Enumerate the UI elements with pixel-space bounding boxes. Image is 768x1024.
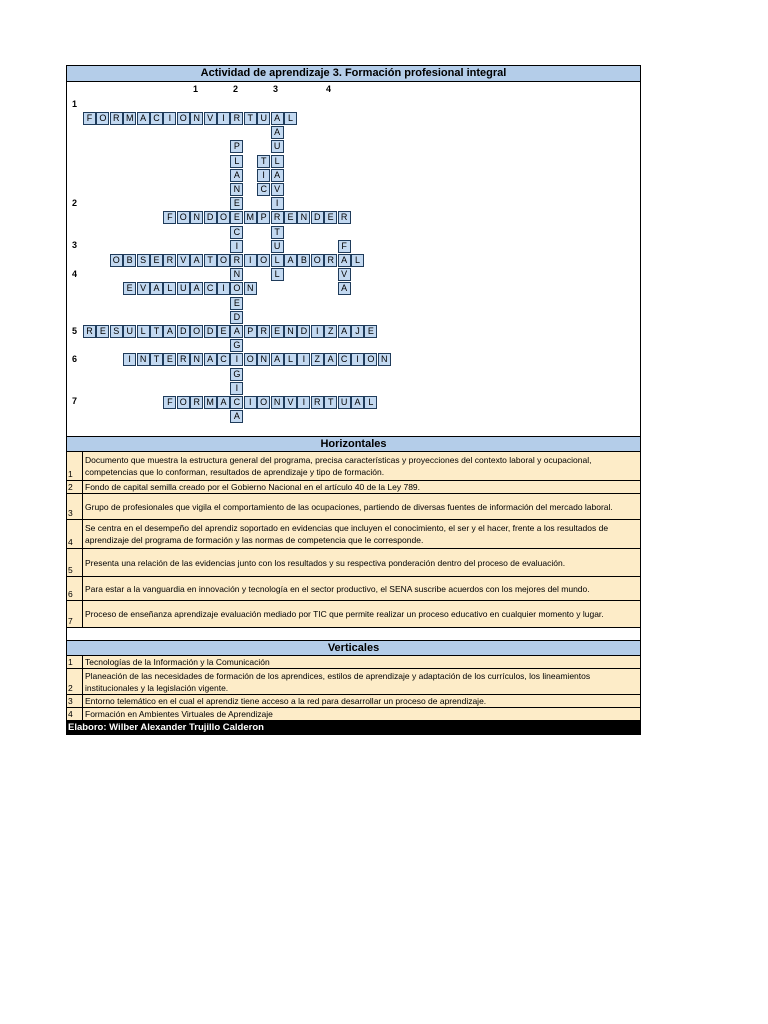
vertical-clue: 2 Planeación de las necesidades de formación de los aprendices, estilos de aprendizaje y adaptación de los currículos, los lineamientos institucionales y la legislación vigente. (66, 669, 641, 695)
crossword-cell: O (177, 112, 190, 125)
crossword-cell: N (378, 353, 391, 366)
crossword-cell: N (190, 112, 203, 125)
crossword-cell: V (338, 268, 351, 281)
horizontal-clue: 5 Presenta una relación de las evidencias junto con los resultados y su respectiva ponderación dentro del proceso de evaluación. (66, 549, 641, 577)
crossword-cell: I (257, 169, 270, 182)
crossword-cell: D (230, 311, 243, 324)
crossword-cell: V (177, 254, 190, 267)
crossword-cell: A (324, 353, 337, 366)
blank-row (66, 628, 641, 641)
crossword-cell: O (244, 353, 257, 366)
crossword-cell: I (123, 353, 136, 366)
crossword-cell: A (150, 282, 163, 295)
crossword-cell: A (271, 112, 284, 125)
crossword-cell: I (217, 112, 230, 125)
crossword-cell: E (150, 254, 163, 267)
crossword-cell: N (190, 211, 203, 224)
crossword-cell: A (230, 169, 243, 182)
crossword-cell: O (257, 396, 270, 409)
crossword-cell: A (271, 126, 284, 139)
crossword-cell: U (177, 282, 190, 295)
crossword-cell: S (110, 325, 123, 338)
crossword-cell: R (271, 211, 284, 224)
crossword-cell: A (230, 410, 243, 423)
crossword-cell: M (204, 396, 217, 409)
crossword-cell: A (338, 325, 351, 338)
column-number: 4 (326, 84, 332, 94)
crossword-cell: R (324, 254, 337, 267)
crossword-cell: N (230, 268, 243, 281)
crossword-cell: O (110, 254, 123, 267)
crossword-cell: I (351, 353, 364, 366)
crossword-cell: R (110, 112, 123, 125)
crossword-cell: I (297, 353, 310, 366)
crossword-cell: V (204, 112, 217, 125)
horizontales-header: Horizontales (66, 437, 641, 452)
crossword-cell: I (217, 282, 230, 295)
row-number: 5 (72, 326, 78, 336)
crossword-cell: R (177, 353, 190, 366)
crossword-cell: L (137, 325, 150, 338)
worksheet-title: Actividad de aprendizaje 3. Formación profesional integral (66, 65, 641, 82)
crossword-cell: T (150, 353, 163, 366)
crossword-cell: E (230, 197, 243, 210)
crossword-cell: B (123, 254, 136, 267)
crossword-cell: J (351, 325, 364, 338)
crossword-cell: I (230, 240, 243, 253)
crossword-cell: E (123, 282, 136, 295)
horizontal-clue: 2 Fondo de capital semilla creado por el Gobierno Nacional en el artículo 40 de la Ley 789. (66, 481, 641, 494)
crossword-cell: L (284, 353, 297, 366)
horizontal-clue: 7 Proceso de enseñanza aprendizaje evaluación mediado por TIC que permite realizar un proceso educativo en cualquier momento y lugar. (66, 601, 641, 628)
crossword-cell: M (244, 211, 257, 224)
crossword-cell: R (338, 211, 351, 224)
crossword-cell: U (271, 140, 284, 153)
crossword-cell: A (271, 169, 284, 182)
crossword-cell: V (137, 282, 150, 295)
crossword-cell: C (230, 226, 243, 239)
crossword-cell: A (217, 396, 230, 409)
vertical-clue: 4 Formación en Ambientes Virtuales de Aprendizaje (66, 708, 641, 721)
crossword-cell: A (284, 254, 297, 267)
crossword-cell: P (230, 140, 243, 153)
crossword-cell: O (230, 282, 243, 295)
crossword-cell: C (257, 183, 270, 196)
author-footer: Elaboro: Wilber Alexander Trujillo Calderon (66, 721, 641, 735)
crossword-cell: V (284, 396, 297, 409)
crossword-cell: D (177, 325, 190, 338)
crossword-cell: B (297, 254, 310, 267)
crossword-cell: O (190, 325, 203, 338)
crossword-cell: U (338, 396, 351, 409)
crossword-cell: A (271, 353, 284, 366)
crossword-cell: Z (324, 325, 337, 338)
crossword-cell: P (257, 211, 270, 224)
crossword-cell: A (351, 396, 364, 409)
horizontal-clue: 1 Documento que muestra la estructura general del programa, precisa características y proyecciones del contexto laboral y ocupacional, competencias que lo conforman, resultados de aprendizaje y tipo de formación. (66, 452, 641, 481)
crossword-cell: T (204, 254, 217, 267)
row-number: 2 (72, 198, 78, 208)
crossword-cell: L (271, 254, 284, 267)
crossword-cell: R (83, 325, 96, 338)
crossword-cell: I (163, 112, 176, 125)
crossword-cell: A (338, 282, 351, 295)
crossword-cell: A (190, 282, 203, 295)
crossword-cell: L (351, 254, 364, 267)
crossword-cell: T (324, 396, 337, 409)
crossword-cell: D (311, 211, 324, 224)
crossword-cell: E (364, 325, 377, 338)
crossword-cell: R (230, 112, 243, 125)
crossword-cell: N (284, 325, 297, 338)
crossword-cell: L (163, 282, 176, 295)
crossword-cell: R (230, 254, 243, 267)
crossword-cell: L (230, 155, 243, 168)
crossword-cell: I (271, 197, 284, 210)
crossword-cell: D (297, 325, 310, 338)
crossword-cell: F (163, 211, 176, 224)
crossword-cell: L (364, 396, 377, 409)
crossword-cell: N (230, 183, 243, 196)
crossword-cell: T (271, 226, 284, 239)
crossword-cell: L (284, 112, 297, 125)
vertical-clue: 3 Entorno telemático en el cual el aprendiz tiene acceso a la red para desarrollar un proceso de aprendizaje. (66, 695, 641, 708)
crossword-cell: R (311, 396, 324, 409)
crossword-cell: C (150, 112, 163, 125)
crossword-cell: Z (311, 353, 324, 366)
horizontal-clue: 4 Se centra en el desempeño del aprendiz soportado en evidencias que incluyen el conocimiento, el ser y el hacer, frente a los resultados de aprendizaje del programa de formación y las normas de competencia que le corresponde. (66, 520, 641, 549)
crossword-cell: O (364, 353, 377, 366)
crossword-cell: L (271, 155, 284, 168)
crossword-cell: A (230, 325, 243, 338)
crossword-cell: A (204, 353, 217, 366)
worksheet (66, 65, 641, 735)
crossword-cell: F (83, 112, 96, 125)
column-number: 1 (193, 84, 199, 94)
crossword-cell: P (244, 325, 257, 338)
crossword-cell: A (190, 254, 203, 267)
crossword-cell: O (257, 254, 270, 267)
crossword-cell: F (163, 396, 176, 409)
crossword-cell: R (190, 396, 203, 409)
crossword-cell: D (204, 325, 217, 338)
crossword-cell: F (338, 240, 351, 253)
row-number: 6 (72, 354, 78, 364)
crossword-cell: O (96, 112, 109, 125)
crossword-cell: T (244, 112, 257, 125)
crossword-cell: E (96, 325, 109, 338)
crossword-cell: C (230, 396, 243, 409)
crossword-cell: I (244, 254, 257, 267)
crossword-cell: O (217, 254, 230, 267)
crossword-cell: N (244, 282, 257, 295)
crossword-cell: E (324, 211, 337, 224)
horizontal-clue: 3 Grupo de profesionales que vigila el comportamiento de las ocupaciones, partiendo de diversas fuentes de información del mercado laboral. (66, 494, 641, 520)
crossword-cell: D (204, 211, 217, 224)
crossword-cell: O (177, 396, 190, 409)
crossword-cell: U (123, 325, 136, 338)
horizontal-clue: 6 Para estar a la vanguardia en innovación y tecnología en el sector productivo, el SENA suscribe acuerdos con los mejores del mundo. (66, 577, 641, 601)
column-number: 2 (233, 84, 239, 94)
crossword-cell: C (338, 353, 351, 366)
crossword-cell: A (163, 325, 176, 338)
crossword-cell: G (230, 368, 243, 381)
crossword-cell: A (338, 254, 351, 267)
vertical-clue: 1 Tecnologías de la Información y la Comunicación (66, 656, 641, 669)
column-number: 3 (273, 84, 279, 94)
crossword-cell: T (257, 155, 270, 168)
crossword-cell: T (150, 325, 163, 338)
crossword-cell: I (230, 382, 243, 395)
crossword-cell: I (297, 396, 310, 409)
crossword-cell: A (137, 112, 150, 125)
crossword-cell: E (271, 325, 284, 338)
crossword-cell: C (217, 353, 230, 366)
crossword-cell: E (230, 297, 243, 310)
crossword-cell: S (137, 254, 150, 267)
crossword-cell: R (257, 325, 270, 338)
crossword-cell: N (257, 353, 270, 366)
crossword-cell: I (244, 396, 257, 409)
crossword-cell: N (297, 211, 310, 224)
crossword-cell: G (230, 339, 243, 352)
crossword-cell: R (163, 254, 176, 267)
crossword-cell: N (137, 353, 150, 366)
crossword-cell: L (271, 268, 284, 281)
crossword-cell: I (311, 325, 324, 338)
crossword-cell: O (311, 254, 324, 267)
crossword-cell: U (257, 112, 270, 125)
row-number: 1 (72, 99, 78, 109)
crossword-cell: O (217, 211, 230, 224)
crossword-cell: C (204, 282, 217, 295)
row-number: 7 (72, 396, 78, 406)
crossword-cell: V (271, 183, 284, 196)
crossword-cell: E (163, 353, 176, 366)
crossword-cell: E (230, 211, 243, 224)
crossword-cell: O (177, 211, 190, 224)
crossword-cell: N (271, 396, 284, 409)
row-number: 4 (72, 269, 78, 279)
crossword-cell: I (230, 353, 243, 366)
crossword-cell: M (123, 112, 136, 125)
crossword-cell: N (190, 353, 203, 366)
crossword-cell: E (217, 325, 230, 338)
crossword-cell: E (284, 211, 297, 224)
crossword-grid (66, 82, 641, 437)
crossword-cell: U (271, 240, 284, 253)
verticales-header: Verticales (66, 641, 641, 656)
row-number: 3 (72, 240, 78, 250)
